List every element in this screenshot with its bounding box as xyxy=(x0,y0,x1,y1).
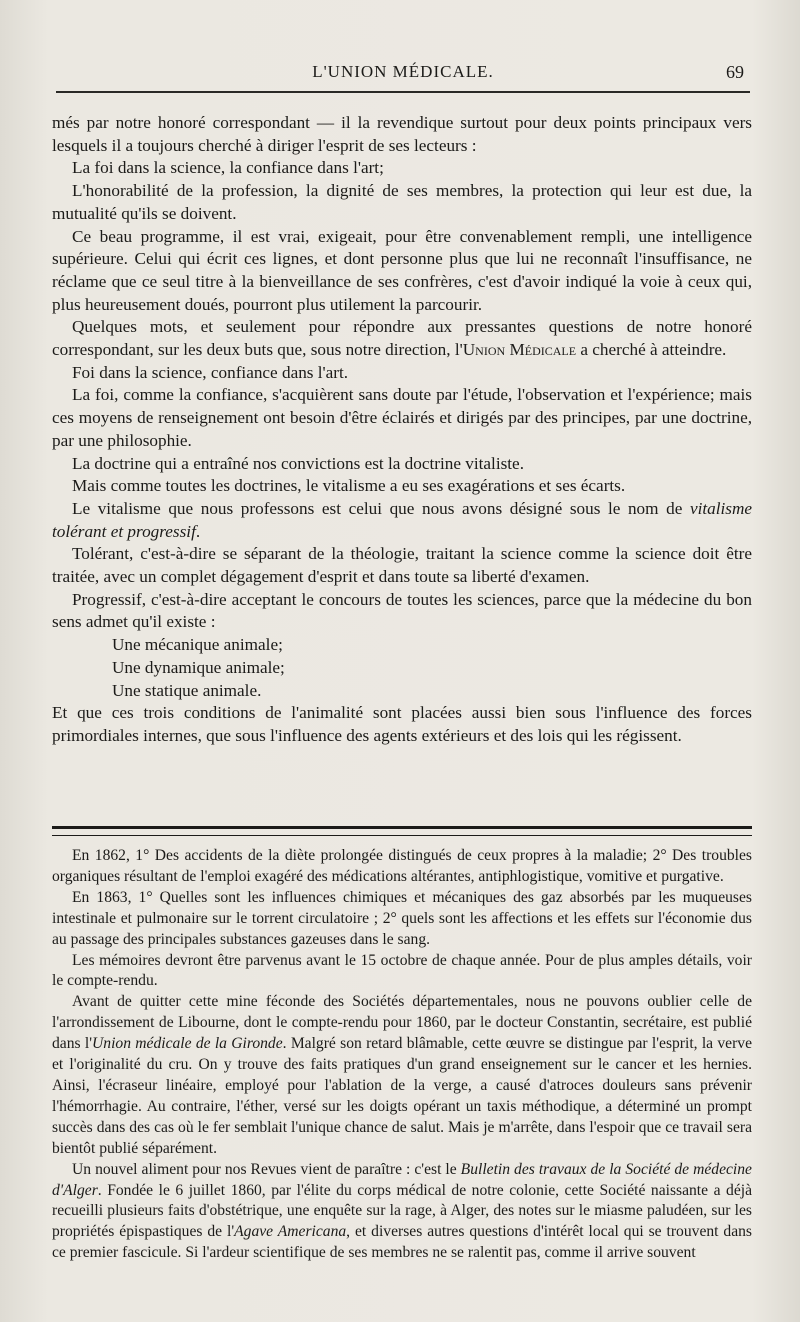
text-run: . Malgré son retard blâmable, cette œuvre se distingue par l'esprit, la verve et l'originalité du cru. On y trouve des faits pratiques d'un grand enseignement sur le cancer et les hernies. Ainsi, l'écraseur linéaire, employé pour l'ablation de la verge, a causé d'atroces douleurs sans prévenir l'hémorrhagie. Au contraire, l'éther, versé sur les doigts opérant un taxis méthodique, a déterminé un prompt succès dans des cas où le fer semblait l'unique chance de salut. Mais je m'arrête, dans l'espoir que ce travail sera bientôt publié séparément. xyxy=(52,1035,753,1157)
paragraph: L'honorabilité de la profession, la dignité de ses membres, la protection qui leur est due, la mutualité qu'ils se doivent. xyxy=(52,181,752,223)
list-item: Une mécanique animale; xyxy=(112,635,283,655)
text-run: Avant de quitter cette mine féconde des Sociétés départementales, nous ne pouvons oublier celle de l'arrondissement de Libourne, dont le compte-rendu pour 1860, par le docteur Constantin, secrétaire, est publié dans l' xyxy=(52,993,752,1053)
paragraph: En 1863, 1° Quelles sont les influences chimiques et mécaniques des gaz absorbés par les muqueuses intestinale et pulmonaire sur le torrent circulatoire ; 2° quels sont les affections et les effets sur l'économie dus au passage des principales substances gazeuses dans le sang. xyxy=(52,888,752,948)
text-run: a cherché à atteindre. xyxy=(576,340,727,360)
running-title: L'UNION MÉDICALE. xyxy=(312,62,494,81)
feuilleton-separator xyxy=(52,826,752,836)
text-run: Un nouvel aliment pour nos Revues vient de paraître : c'est le xyxy=(72,1160,461,1178)
paragraph: En 1862, 1° Des accidents de la diète prolongée distingués de ceux propres à la maladie; 2° Des troubles organiques résultant de l'emploi exagéré des médications altérantes, antiphlogistique, vomitive et purgative. xyxy=(52,847,752,885)
paragraph: més par notre honoré correspondant — il la revendique surtout pour deux points principaux vers lesquels il a toujours cherché à diriger l'esprit de ses lecteurs : xyxy=(52,113,752,155)
paragraph: La foi dans la science, la confiance dans l'art; xyxy=(72,158,384,178)
text-run: Quelques mots, et seulement pour répondre aux pressantes questions de notre honoré correspondant, sur les deux buts que, sous notre direction, l' xyxy=(52,317,752,360)
paragraph: Les mémoires devront être parvenus avant le 15 octobre de chaque année. Pour de plus amples détails, voir le compte-rendu. xyxy=(52,951,752,990)
list-item: Une dynamique animale; xyxy=(112,657,285,677)
paragraph: Tolérant, c'est-à-dire se séparant de la théologie, traitant la science comme la science doit être traitée, avec un complet dégagement d'esprit et dans toute sa liberté d'examen. xyxy=(52,544,752,587)
text-run: . xyxy=(195,521,201,541)
journal-title: Union médicale de la Gironde xyxy=(92,1035,283,1053)
main-text xyxy=(52,112,752,748)
paragraph xyxy=(52,498,752,543)
paragraph: La foi, comme la confiance, s'acquièrent sans doute par l'étude, l'observation et l'expérience; mais ces moyens de renseignement ont besoin d'être éclairés et dirigés par des principes, par une doctrine, par une philosophie. xyxy=(52,385,752,450)
plant-name: Agave Americana xyxy=(234,1223,347,1241)
page-number: 69 xyxy=(726,62,744,82)
paragraph xyxy=(52,1160,752,1265)
paragraph: Progressif, c'est-à-dire acceptant le concours de toutes les sciences, parce que la médecine du bon sens admet qu'il existe : xyxy=(52,589,752,632)
paragraph: Ce beau programme, il est vrai, exigeait, pour être convenablement rempli, une intelligence supérieure. Celui qui écrit ces lignes, et dont personne plus que lui ne reconnaît l'insuffisance, ne réclame que ce seul titre à la bienveillance de ses confrères, c'est d'avoir indiqué la voie à ceux qui, plus heureusement doués, pourront plus utilement la parcourir. xyxy=(52,226,752,314)
paragraph xyxy=(52,992,752,1159)
list-item: Une statique animale. xyxy=(112,680,262,700)
text-run: , et diverses autres questions d'intérêt local qui se trouvent dans ce premier fascicule. Si l'ardeur scientifique de ses membres ne se ralentit pas, comme il arrive souvent xyxy=(52,1223,753,1262)
paragraph: Foi dans la science, confiance dans l'art. xyxy=(72,362,349,382)
paragraph: Et que ces trois conditions de l'animalité sont placées aussi bien sous l'influence des forces primordiales internes, que sous l'influence des agents extérieurs et des lois qui les régissent. xyxy=(52,703,752,745)
page-header xyxy=(56,58,750,94)
feuilleton-text xyxy=(52,846,752,1264)
bulletin-title: Bulletin des travaux de la Société de médecine d'Alger xyxy=(52,1160,752,1199)
header-rule xyxy=(56,91,750,93)
paragraph xyxy=(52,316,752,361)
text-run: Le vitalisme que nous professons est celui que nous avons désigné sous le nom de xyxy=(72,498,690,518)
emphasis: vitalisme tolérant et progressif xyxy=(52,498,752,541)
paragraph: La doctrine qui a entraîné nos convictions est la doctrine vitaliste. xyxy=(72,453,524,473)
text-run: . Fondée le 6 juillet 1860, par l'élite du corps médical de notre colonie, cette Société naissante a déjà recueilli plusieurs faits d'obstétrique, une enquête sur la rage, à Alger, des notes sur le miasme paludéen, sur les propriétés épispastiques de l' xyxy=(52,1181,752,1241)
paragraph: Mais comme toutes les doctrines, le vitalisme a eu ses exagérations et ses écarts. xyxy=(72,476,626,496)
journal-name: Union Médicale xyxy=(462,340,577,360)
